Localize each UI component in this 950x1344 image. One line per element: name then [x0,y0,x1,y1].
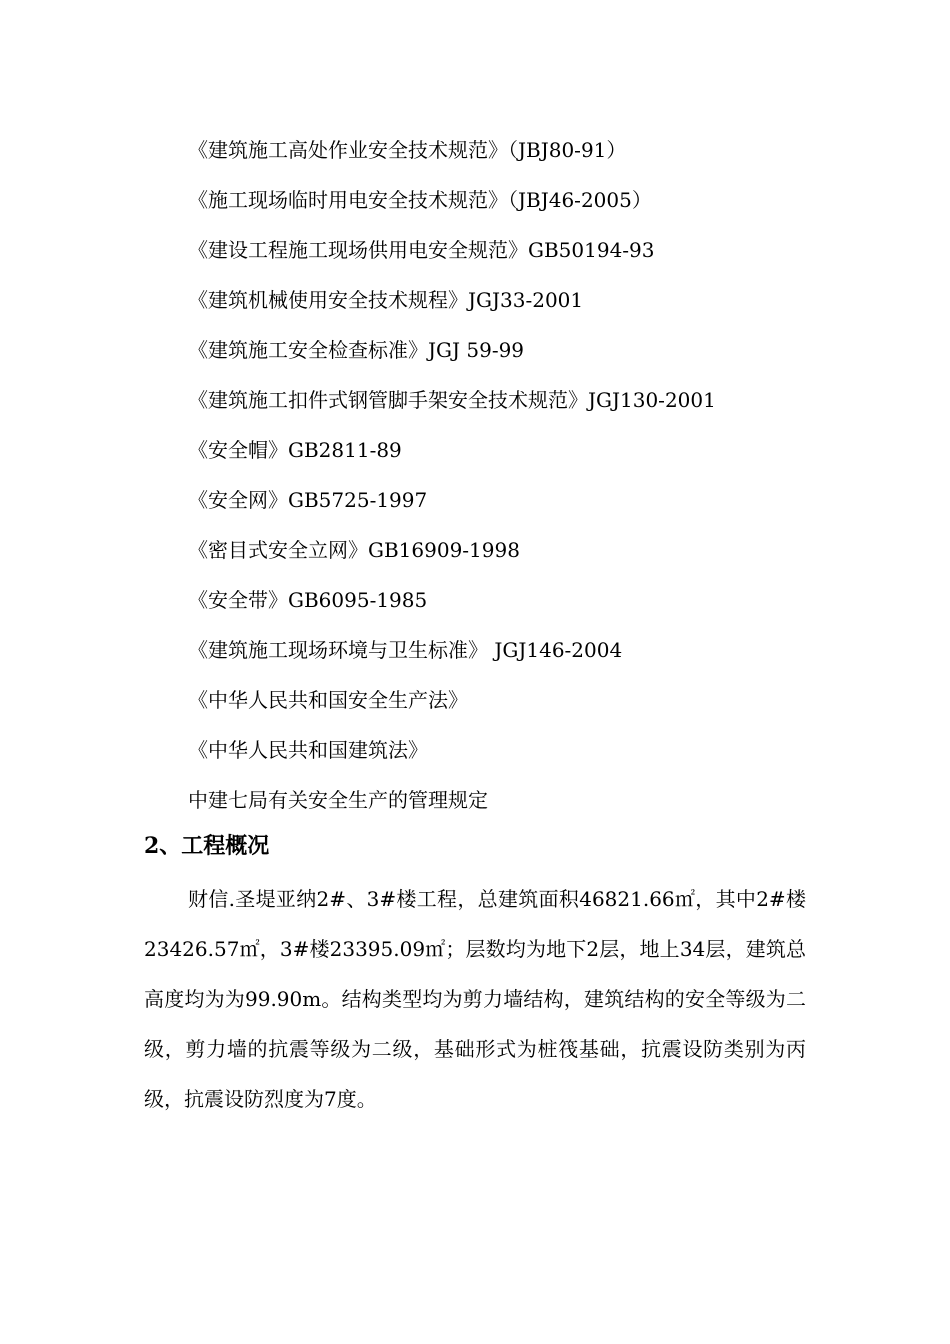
reference-item: 《建筑施工安全检查标准》JGJ 59-99 [188,338,525,362]
reference-item: 《中华人民共和国建筑法》 [188,738,428,762]
reference-item: 《中华人民共和国安全生产法》 [188,688,468,712]
reference-item: 《安全带》GB6095-1985 [188,588,428,612]
reference-item: 《安全帽》GB2811-89 [188,438,402,462]
reference-item: 《建筑机械使用安全技术规程》JGJ33-2001 [188,288,584,312]
reference-item: 《施工现场临时用电安全技术规范》（JBJ46-2005） [188,188,652,212]
section-heading: 2、工程概况 [144,833,270,859]
reference-item: 《建筑施工高处作业安全技术规范》（JBJ80-91） [188,138,627,162]
reference-item: 中建七局有关安全生产的管理规定 [188,788,488,812]
reference-item: 《建筑施工扣件式钢管脚手架安全技术规范》JGJ130-2001 [188,388,716,412]
reference-item: 《安全网》GB5725-1997 [188,488,428,512]
reference-item: 《建筑施工现场环境与卫生标准》 JGJ146-2004 [188,638,623,662]
reference-list [188,132,868,832]
reference-item: 《密目式安全立网》GB16909-1998 [188,538,520,562]
project-overview-paragraph: 财信.圣堤亚纳2#、3#楼工程，总建筑面积46821.66㎡，其中2#楼 23426.57㎡，3#楼23395.09㎡；层数均为地下2层，地上34层，建筑总高度均为为99.90m。结构类型均为剪力墙结构，建筑结构的安全等级为二级，剪力墙的抗震等级为二级，基础形式为桩筏基础，抗震设防类别为丙级，抗震设防烈度为7度。 [144,887,806,1111]
reference-item: 《建设工程施工现场供用电安全规范》GB50194-93 [188,238,655,262]
